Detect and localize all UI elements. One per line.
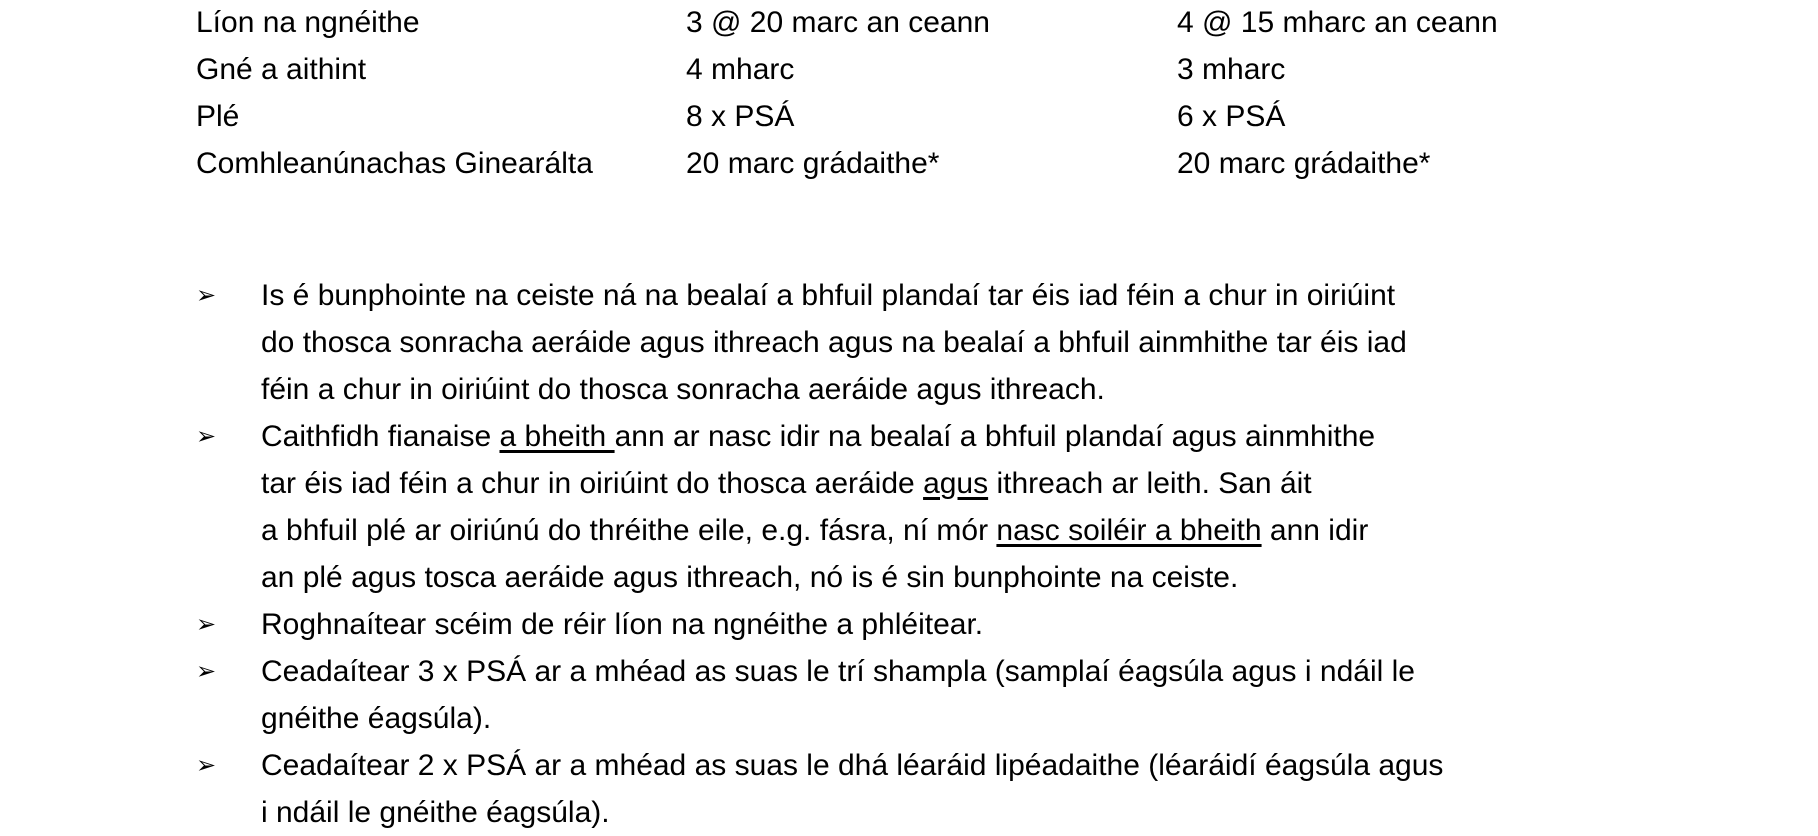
bullet-item [0, 272, 1443, 413]
text-segment: Caithfidh fianaise [261, 420, 500, 453]
text-segment: i ndáil le gnéithe éagsúla). [261, 796, 610, 829]
bullet-line [0, 742, 1443, 789]
text-segment: ann idir [1261, 514, 1369, 547]
bullet-list [0, 272, 1443, 836]
table-cell: 3 @ 20 marc an ceann [686, 6, 990, 39]
bullet-line [0, 507, 1443, 554]
arrowhead-bullet-icon: ➢ [196, 423, 217, 450]
text-segment: Ceadaítear 3 x PSÁ ar a mhéad as suas le trí shampla (samplaí éagsúla agus i ndáil le [261, 655, 1415, 688]
table-cell: Líon na ngnéithe [196, 6, 420, 39]
text-segment: Roghnaítear scéim de réir líon na ngnéithe a phléitear. [261, 608, 984, 641]
table-cell: Gné a aithint [196, 53, 367, 86]
text-segment: Is é bunphointe na ceiste ná na bealaí a bhfuil plandaí tar éis iad féin a chur in oiriúint [261, 279, 1396, 312]
table-cell: 3 mharc [1177, 53, 1286, 86]
bullet-line [0, 272, 1443, 319]
underlined-text: nasc soiléir a bheith [996, 514, 1262, 547]
arrowhead-bullet-icon: ➢ [196, 611, 217, 638]
text-segment: ithreach ar leith. San áit [988, 467, 1312, 500]
table-cell: 20 marc grádaithe* [1177, 147, 1431, 180]
table-cell: 4 mharc [686, 53, 795, 86]
text-segment: gnéithe éagsúla). [261, 702, 492, 735]
bullet-line [0, 695, 1443, 742]
text-segment: an plé agus tosca aeráide agus ithreach, nó is é sin bunphointe na ceiste. [261, 561, 1239, 594]
bullet-line [0, 366, 1443, 413]
bullet-item [0, 742, 1443, 836]
table-cell: 20 marc grádaithe* [686, 147, 940, 180]
bullet-item [0, 601, 1443, 648]
bullet-line [0, 601, 1443, 648]
bullet-line [0, 460, 1443, 507]
text-segment: ann ar nasc idir na bealaí a bhfuil plandaí agus ainmhithe [614, 420, 1376, 453]
bullet-item [0, 648, 1443, 742]
underlined-text: agus [923, 467, 989, 500]
underlined-text: a bheith [499, 420, 615, 453]
bullet-item [0, 413, 1443, 601]
bullet-line [0, 554, 1443, 601]
table-cell: Comhleanúnachas Ginearálta [196, 147, 593, 180]
bullet-line [0, 319, 1443, 366]
text-segment: do thosca sonracha aeráide agus ithreach agus na bealaí a bhfuil ainmhithe tar éis iad [261, 326, 1407, 359]
arrowhead-bullet-icon: ➢ [196, 658, 217, 685]
text-segment: tar éis iad féin a chur in oiriúint do thosca aeráide [261, 467, 924, 500]
arrowhead-bullet-icon: ➢ [196, 752, 217, 779]
table-cell: 8 x PSÁ [686, 100, 795, 133]
arrowhead-bullet-icon: ➢ [196, 282, 217, 309]
text-segment: Ceadaítear 2 x PSÁ ar a mhéad as suas le dhá léaráid lipéadaithe (léaráidí éagsúla agus [261, 749, 1444, 782]
text-segment: féin a chur in oiriúint do thosca sonracha aeráide agus ithreach. [261, 373, 1105, 406]
bullet-line [0, 413, 1443, 460]
table-cell: 4 @ 15 mharc an ceann [1177, 6, 1498, 39]
bullet-line [0, 789, 1443, 836]
bullet-line [0, 648, 1443, 695]
text-segment: a bhfuil plé ar oiriúnú do thréithe eile, e.g. fásra, ní mór [261, 514, 997, 547]
table-cell: 6 x PSÁ [1177, 100, 1286, 133]
table-cell: Plé [196, 100, 240, 133]
